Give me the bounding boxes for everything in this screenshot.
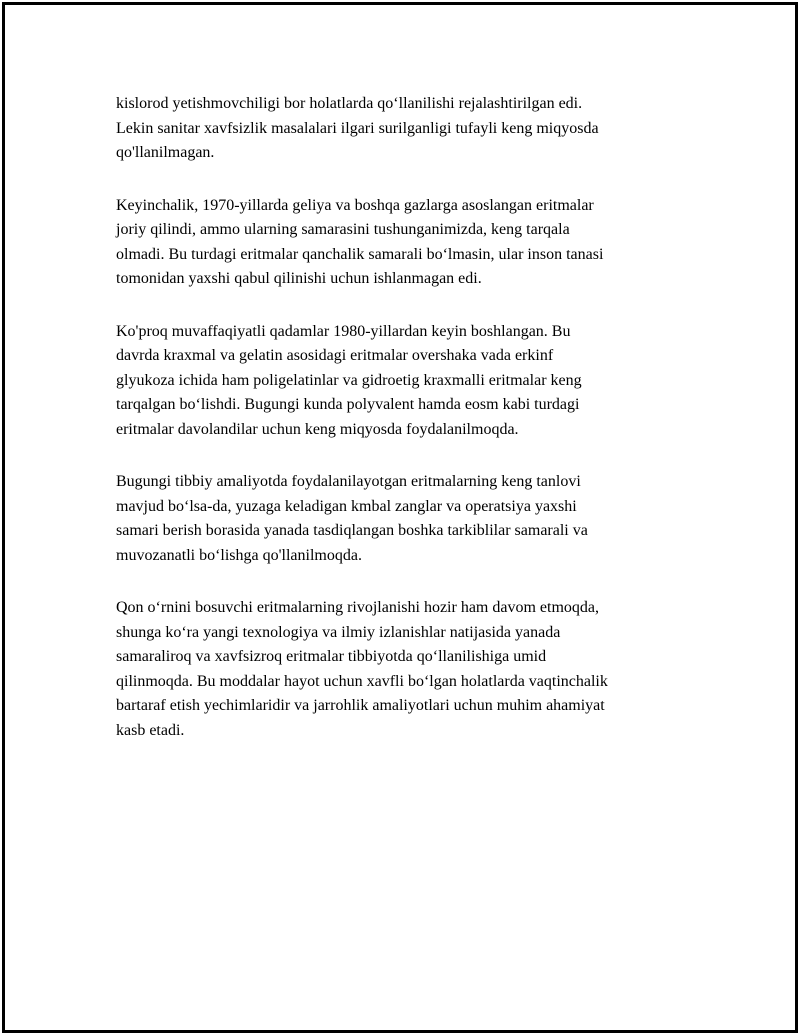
text-line: Bugungi tibbiy amaliyotda foydalanilayotgan eritmalarning keng tanlovi: [116, 473, 581, 490]
text-line: kislorod yetishmovchiligi bor holatlarda qo‘llanilishi rejalashtirilgan edi.: [116, 95, 583, 112]
text-line: bartaraf etish yechimlaridir va jarrohlik amaliyotlari uchun muhim ahamiyat: [116, 697, 605, 714]
text-line: Qon o‘rnini bosuvchi eritmalarning rivojlanishi hozir ham davom etmoqda,: [116, 599, 600, 616]
paragraph-1: [116, 92, 696, 166]
text-line: Ko'proq muvaffaqiyatli qadamlar 1980-yillardan keyin boshlangan. Bu: [116, 322, 571, 340]
text-line: samaraliroq va xavfsizroq eritmalar tibbiyotda qo‘llanilishiga umid: [116, 648, 547, 665]
text-line: glyukoza ichida ham poligelatinlar va gidroetig kraxmalli eritmalar keng: [116, 371, 582, 389]
text-line: samari berish borasida yanada tasdiqlangan boshka tarkiblilar samarali va: [116, 522, 588, 539]
paragraph-2: [116, 194, 696, 292]
paragraph-4: [116, 470, 696, 568]
text-line: mavjud bo‘lsa-da, yuzaga keladigan kmbal zanglar va operatsiya yaxshi: [116, 497, 577, 515]
text-line: olmadi. Bu turdagi eritmalar qanchalik samarali bo‘lmasin, ular inson tanasi: [116, 245, 604, 263]
text-line: muvozanatli bo‘lishga qo'llanilmoqda.: [116, 546, 362, 564]
paragraph-5: [116, 596, 696, 743]
text-line: Lekin sanitar xavfsizlik masalalari ilgari surilganligi tufayli keng miqyosda: [116, 119, 599, 137]
text-line: eritmalar davolandilar uchun keng miqyosda foydalanilmoqda.: [116, 420, 519, 438]
text-line: davrda kraxmal va gelatin asosidagi eritmalar overshaka vada erkinf: [116, 347, 554, 364]
text-line: qo'llanilmagan.: [116, 144, 215, 161]
document-body: [116, 92, 696, 771]
text-line: shunga ko‘ra yangi texnologiya va ilmiy izlanishlar natijasida yanada: [116, 623, 561, 641]
text-line: joriy qilindi, ammo ularning samarasini tushunganimizda, keng tarqala: [116, 221, 570, 238]
text-line: tomonidan yaxshi qabul qilinishi uchun ishlanmagan edi.: [116, 270, 482, 287]
paragraph-3: [116, 320, 696, 443]
text-line: kasb etadi.: [116, 721, 185, 739]
text-line: qilinmoqda. Bu moddalar hayot uchun xavfli bo‘lgan holatlarda vaqtinchalik: [116, 672, 608, 690]
text-line: Keyinchalik, 1970-yillarda geliya va boshqa gazlarga asoslangan eritmalar: [116, 196, 594, 214]
text-line: tarqalgan bo‘lishdi. Bugungi kunda polyvalent hamda eosm kabi turdagi: [116, 396, 580, 413]
